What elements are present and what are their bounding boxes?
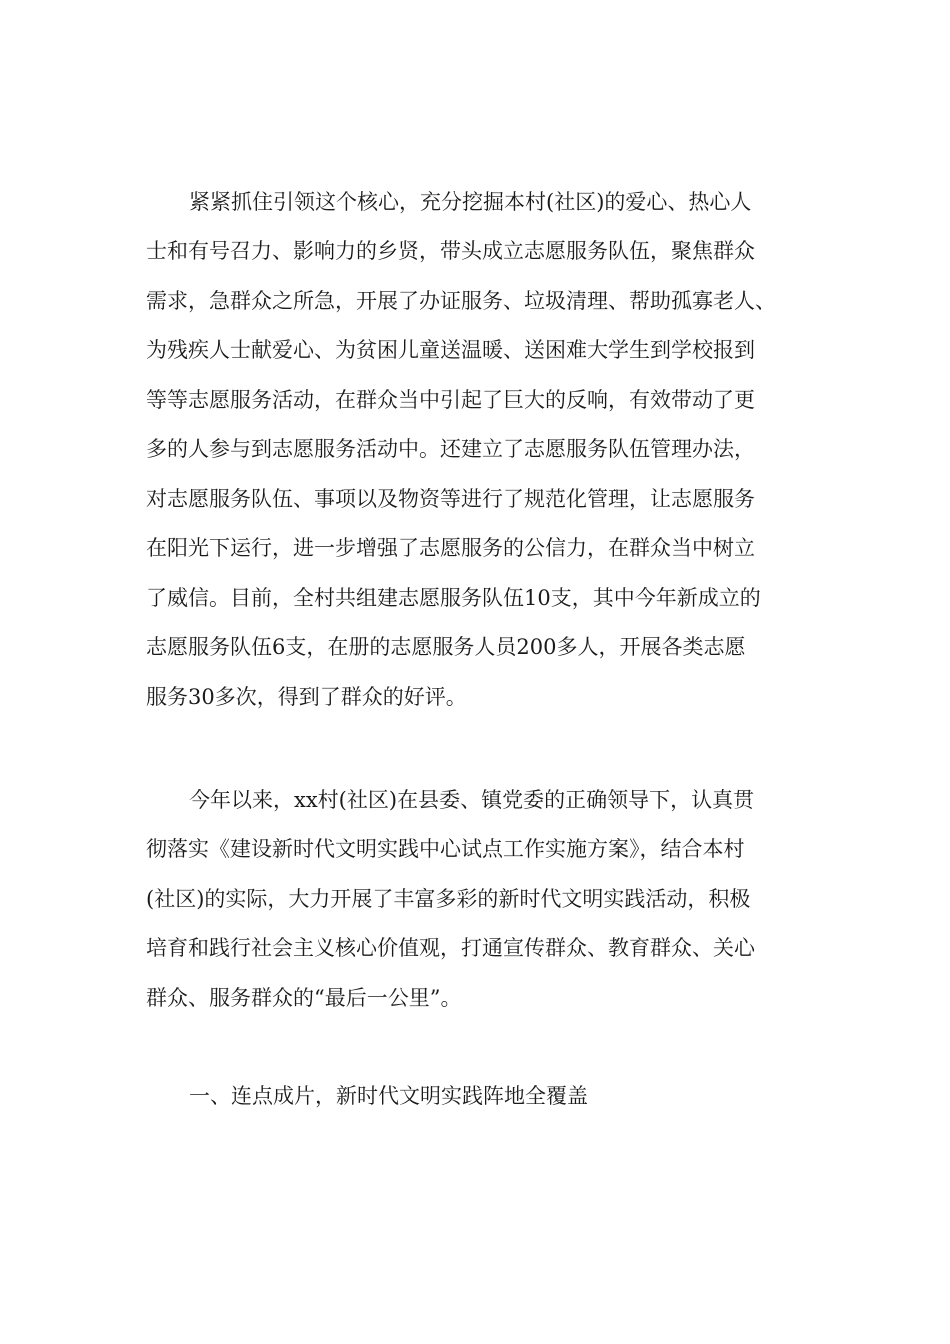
text-line: 紧紧抓住引领这个核心，充分挖掘本村(社区)的爱心、热心人 bbox=[189, 190, 752, 214]
text-line: 今年以来，xx村(社区)在县委、镇党委的正确领导下，认真贯 bbox=[189, 788, 755, 812]
text-line: 多的人参与到志愿服务活动中。还建立了志愿服务队伍管理办法， bbox=[146, 437, 755, 461]
text-line: 为残疾人士献爱心、为贫困儿童送温暖、送困难大学生到学校报到 bbox=[146, 338, 755, 362]
text-line: 志愿服务队伍6支，在册的志愿服务人员200多人，开展各类志愿 bbox=[146, 635, 746, 659]
text-line: 对志愿服务队伍、事项以及物资等进行了规范化管理，让志愿服务 bbox=[146, 487, 755, 511]
heading-line: 一、连点成片，新时代文明实践阵地全覆盖 bbox=[189, 1084, 588, 1108]
text-line: 群众、服务群众的“最后一公里”。 bbox=[146, 986, 462, 1010]
text-line: 彻落实《建设新时代文明实践中心试点工作实施方案》，结合本村 bbox=[146, 837, 745, 861]
text-line: 士和有号召力、影响力的乡贤，带头成立志愿服务队伍，聚焦群众 bbox=[146, 239, 755, 263]
text-line: 等等志愿服务活动，在群众当中引起了巨大的反响，有效带动了更 bbox=[146, 388, 755, 412]
text-line: 在阳光下运行，进一步增强了志愿服务的公信力，在群众当中树立 bbox=[146, 536, 755, 560]
text-line: (社区)的实际，大力开展了丰富多彩的新时代文明实践活动，积极 bbox=[146, 887, 751, 911]
text-line: 服务30多次，得到了群众的好评。 bbox=[146, 685, 467, 709]
text-line: 了威信。目前，全村共组建志愿服务队伍10支，其中今年新成立的 bbox=[146, 586, 761, 610]
text-line: 培育和践行社会主义核心价值观，打通宣传群众、教育群众、关心 bbox=[146, 936, 755, 960]
text-line: 需求，急群众之所急，开展了办证服务、垃圾清理、帮助孤寡老人、 bbox=[146, 289, 776, 313]
